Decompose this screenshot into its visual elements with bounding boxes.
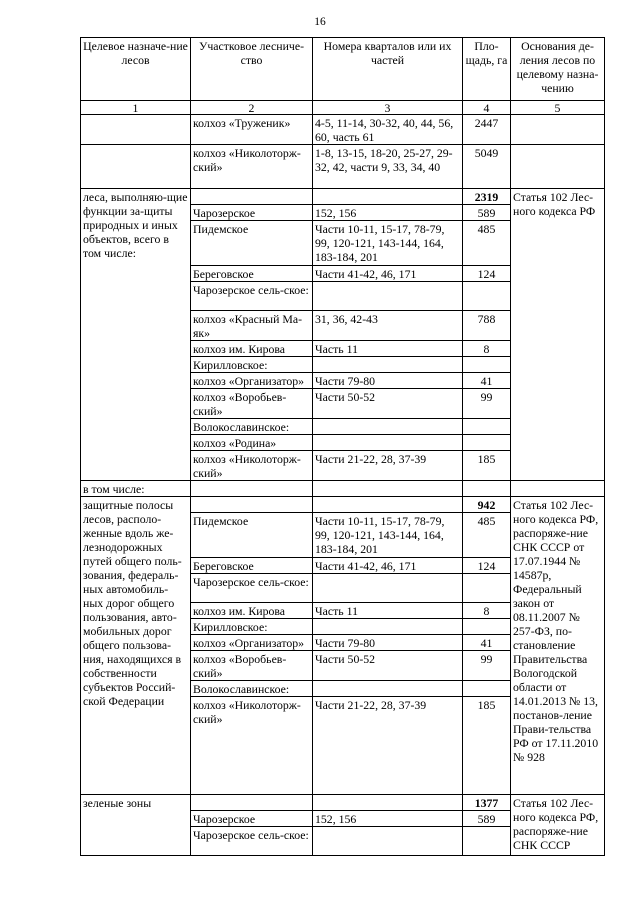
- forestry-cell: Береговское: [191, 266, 313, 282]
- forestry-cell: Береговское: [191, 558, 313, 574]
- section-total-row: [81, 497, 605, 513]
- area-cell: 124: [463, 266, 511, 282]
- column-number: 2: [191, 101, 313, 115]
- forestry-cell: Чарозерское: [191, 205, 313, 221]
- basis-cell: [511, 115, 605, 145]
- header-forestry: Участковое лесниче-ство: [191, 38, 313, 101]
- column-number: 4: [463, 101, 511, 115]
- basis-cell: Статья 102 Лес-ного кодекса РФ, распоряже-ние СНК СССР от 17.07.1944 № 14587р, Федеральный закон от 08.11.2007 № 257-ФЗ, по-становление Правительства Вологодской области от 14.01.2013 № 13, постанов-ление Прави-тельства РФ от 17.11.2010 № 928: [511, 497, 605, 795]
- column-number: 5: [511, 101, 605, 115]
- column-number-row: [81, 101, 605, 115]
- area-cell: 589: [463, 205, 511, 221]
- quarters-cell: [313, 481, 463, 497]
- column-number: 3: [313, 101, 463, 115]
- forestry-cell: колхоз «Воробьев-ский»: [191, 389, 313, 419]
- area-total-cell: 942: [463, 497, 511, 513]
- quarters-cell: Части 41-42, 46, 171: [313, 558, 463, 574]
- area-cell: 2447: [463, 115, 511, 145]
- quarters-cell: [313, 282, 463, 311]
- forestry-cell: [191, 481, 313, 497]
- forestry-cell: колхоз им. Кирова: [191, 341, 313, 357]
- purpose-cell: в том числе:: [81, 481, 191, 497]
- forestry-cell: Пидемское: [191, 513, 313, 558]
- column-number: 1: [81, 101, 191, 115]
- quarters-cell: Части 41-42, 46, 171: [313, 266, 463, 282]
- area-cell: 185: [463, 697, 511, 795]
- quarters-cell: [313, 497, 463, 513]
- forestry-cell: колхоз «Воробьев-ский»: [191, 651, 313, 681]
- quarters-cell: 4-5, 11-14, 30-32, 40, 44, 56, 60, часть 61: [313, 115, 463, 145]
- header-purpose: Целевое назначе-ние лесов: [81, 38, 191, 101]
- forestry-cell: Волокославинское:: [191, 419, 313, 435]
- forestry-cell: Чарозерское сель-ское:: [191, 827, 313, 856]
- quarters-cell: [313, 795, 463, 811]
- forestry-cell: Чарозерское сель-ское:: [191, 574, 313, 603]
- forestry-cell: колхоз «Организатор»: [191, 635, 313, 651]
- header-basis: Основания де-ления лесов по целевому назна-чению: [511, 38, 605, 101]
- forestry-cell: колхоз «Труженик»: [191, 115, 313, 145]
- quarters-cell: Части 10-11, 15-17, 78-79, 99, 120-121, 143-144, 164, 183-184, 201: [313, 513, 463, 558]
- forestry-cell: колхоз «Николоторж-ский»: [191, 145, 313, 189]
- area-cell: 41: [463, 635, 511, 651]
- purpose-cell: защитные полосы лесов, располо-женные вдоль же-лезнодорожных путей общего поль-зования, федераль-ных автомобиль-ных дорог общего пользования, авто-мобильных дорог общего пользова-ния, находящихся в собственности субъектов Россий-ской Федерации: [81, 497, 191, 795]
- quarters-cell: Части 79-80: [313, 635, 463, 651]
- quarters-cell: 1-8, 13-15, 18-20, 25-27, 29-32, 42, части 9, 33, 34, 40: [313, 145, 463, 189]
- area-cell: 8: [463, 603, 511, 619]
- area-cell: 589: [463, 811, 511, 827]
- basis-cell: Статья 102 Лес-ного кодекса РФ: [511, 189, 605, 481]
- forestry-cell: колхоз «Родина»: [191, 435, 313, 451]
- area-cell: 124: [463, 558, 511, 574]
- area-cell: [463, 681, 511, 697]
- area-cell: [463, 827, 511, 856]
- quarters-cell: Часть 11: [313, 603, 463, 619]
- area-cell: 5049: [463, 145, 511, 189]
- quarters-cell: Части 50-52: [313, 389, 463, 419]
- purpose-cell: зеленые зоны: [81, 795, 191, 856]
- quarters-cell: [313, 619, 463, 635]
- area-cell: 185: [463, 451, 511, 481]
- area-cell: [463, 419, 511, 435]
- forestry-cell: Пидемское: [191, 221, 313, 266]
- forestry-cell: Чарозерское: [191, 811, 313, 827]
- purpose-cell: [81, 115, 191, 145]
- basis-cell: [511, 481, 605, 497]
- header-quarters: Номера кварталов или их частей: [313, 38, 463, 101]
- quarters-cell: 152, 156: [313, 811, 463, 827]
- forestry-cell: колхоз «Красный Ма-як»: [191, 311, 313, 341]
- area-cell: [463, 282, 511, 311]
- area-total-cell: 1377: [463, 795, 511, 811]
- area-cell: [463, 481, 511, 497]
- quarters-cell: Часть 11: [313, 341, 463, 357]
- forestry-cell: колхоз им. Кирова: [191, 603, 313, 619]
- section-total-row: [81, 189, 605, 205]
- area-cell: 99: [463, 389, 511, 419]
- table-row: [81, 115, 605, 145]
- quarters-cell: [313, 189, 463, 205]
- forestry-cell: колхоз «Николоторж-ский»: [191, 697, 313, 795]
- area-total-cell: 2319: [463, 189, 511, 205]
- quarters-cell: Части 10-11, 15-17, 78-79, 99, 120-121, 143-144, 164, 183-184, 201: [313, 221, 463, 266]
- quarters-cell: Части 79-80: [313, 373, 463, 389]
- quarters-cell: Части 21-22, 28, 37-39: [313, 697, 463, 795]
- quarters-cell: 152, 156: [313, 205, 463, 221]
- header-area: Пло-щадь, га: [463, 38, 511, 101]
- table-row: [81, 481, 605, 497]
- purpose-cell: [81, 145, 191, 189]
- area-cell: 788: [463, 311, 511, 341]
- forest-purpose-table: [80, 37, 605, 856]
- forestry-cell: Чарозерское сель-ское:: [191, 282, 313, 311]
- area-cell: [463, 435, 511, 451]
- quarters-cell: Части 50-52: [313, 651, 463, 681]
- forestry-cell: Кирилловское:: [191, 619, 313, 635]
- forestry-cell: [191, 795, 313, 811]
- forestry-cell: [191, 189, 313, 205]
- section-total-row: [81, 795, 605, 811]
- quarters-cell: [313, 419, 463, 435]
- table-row: [81, 145, 605, 189]
- forestry-cell: Волокославинское:: [191, 681, 313, 697]
- area-cell: [463, 574, 511, 603]
- page-number: 16: [314, 16, 326, 28]
- area-cell: 99: [463, 651, 511, 681]
- purpose-cell: леса, выполняю-щие функции за-щиты природных и иных объектов, всего в том числе:: [81, 189, 191, 481]
- area-cell: [463, 619, 511, 635]
- forestry-cell: Кирилловское:: [191, 357, 313, 373]
- quarters-cell: [313, 574, 463, 603]
- quarters-cell: Части 21-22, 28, 37-39: [313, 451, 463, 481]
- table-header-row: [81, 38, 605, 101]
- forestry-cell: колхоз «Организатор»: [191, 373, 313, 389]
- quarters-cell: [313, 827, 463, 856]
- area-cell: 41: [463, 373, 511, 389]
- forestry-cell: [191, 497, 313, 513]
- quarters-cell: [313, 435, 463, 451]
- area-cell: 8: [463, 341, 511, 357]
- area-cell: 485: [463, 221, 511, 266]
- basis-cell: [511, 145, 605, 189]
- area-cell: 485: [463, 513, 511, 558]
- area-cell: [463, 357, 511, 373]
- quarters-cell: [313, 681, 463, 697]
- quarters-cell: [313, 357, 463, 373]
- forestry-cell: колхоз «Николоторж-ский»: [191, 451, 313, 481]
- quarters-cell: 31, 36, 42-43: [313, 311, 463, 341]
- basis-cell: Статья 102 Лес-ного кодекса РФ, распоряже-ние СНК СССР: [511, 795, 605, 856]
